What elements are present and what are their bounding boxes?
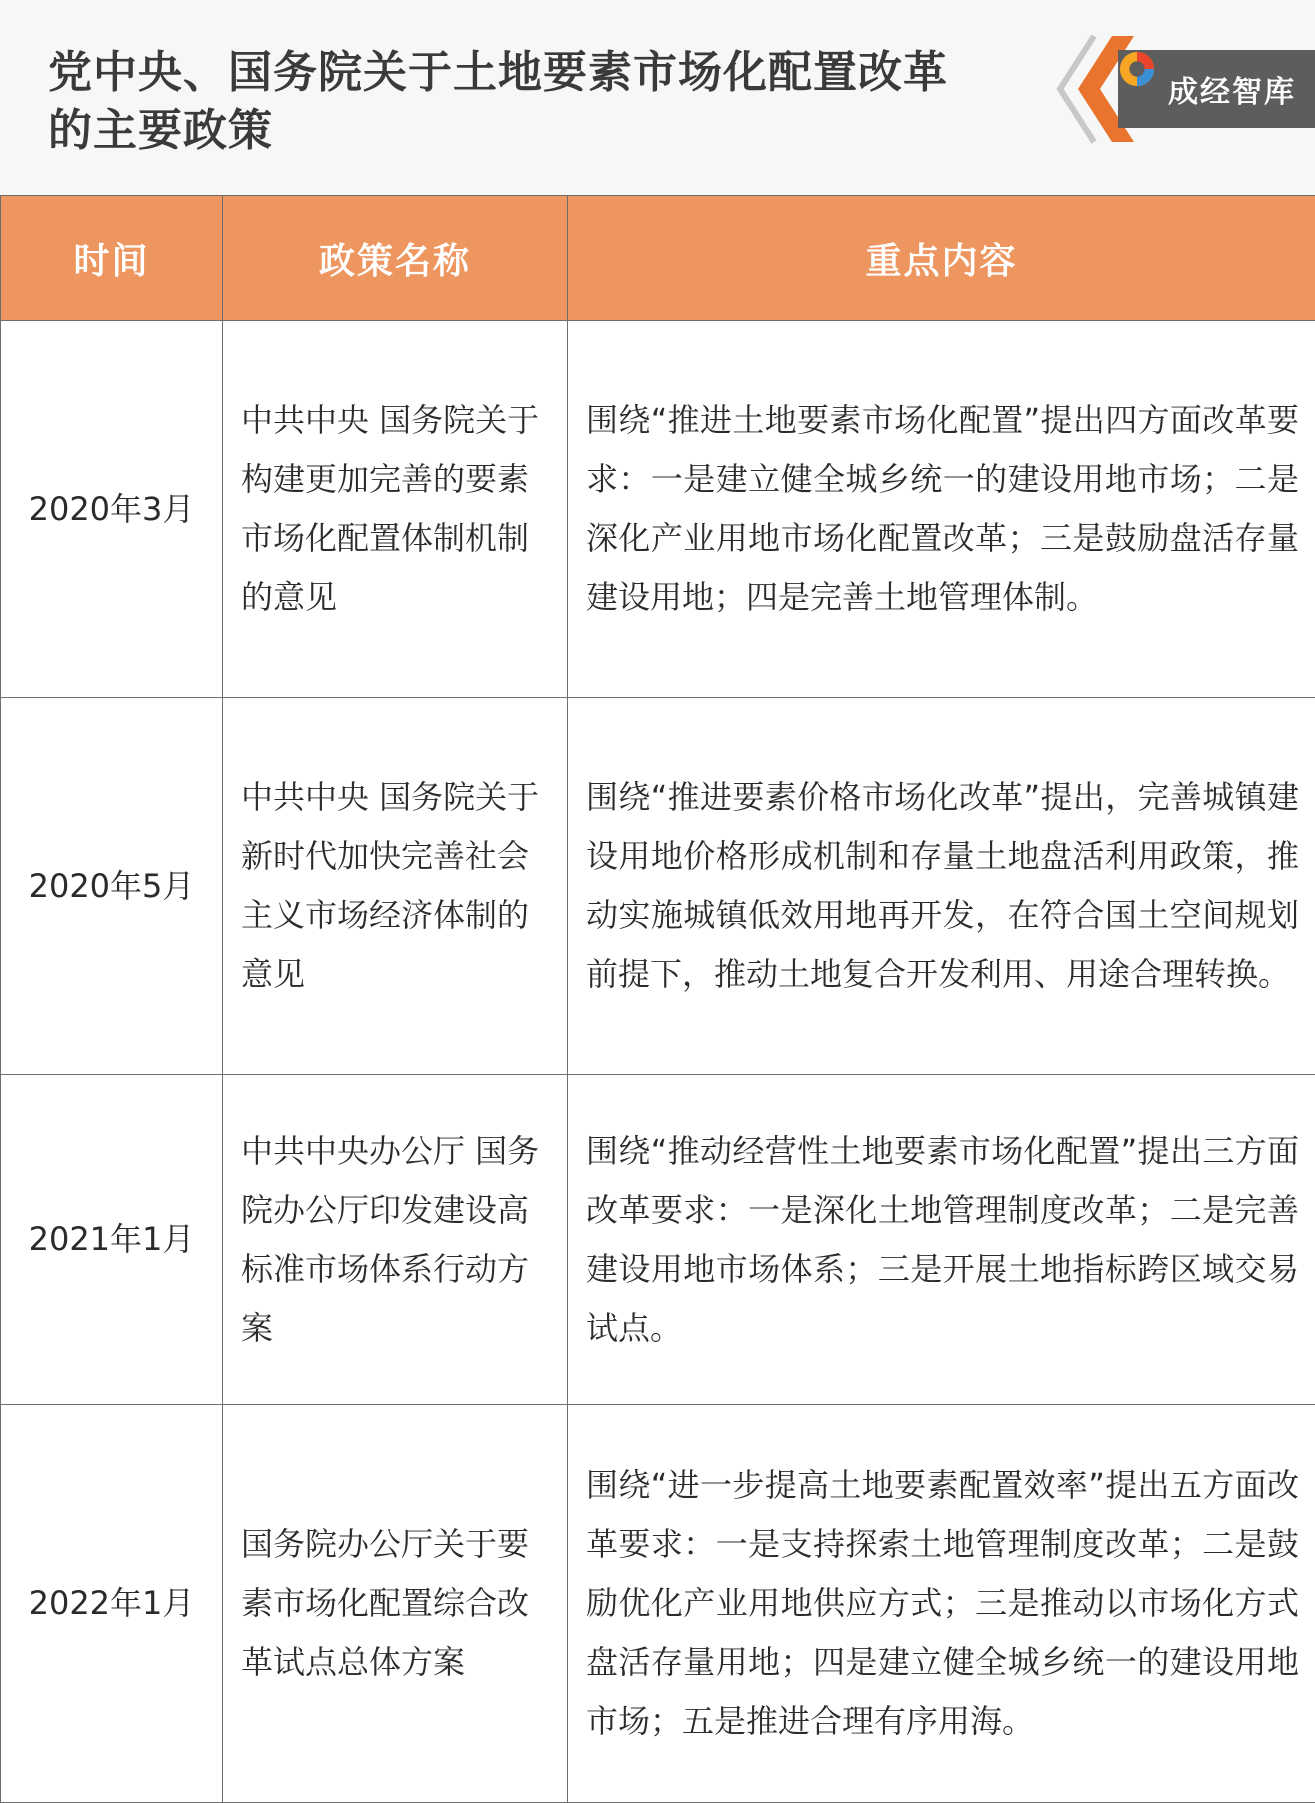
policy-name-cell: 中共中央 国务院关于新时代加快完善社会主义市场经济体制的意见 — [223, 698, 568, 1075]
policy-name-cell: 中共中央办公厅 国务院办公厅印发建设高标准市场体系行动方案 — [223, 1075, 568, 1405]
time-cell: 2022年1月 — [1, 1405, 223, 1803]
key-content-cell: 围绕“推动经营性土地要素市场化配置”提出三方面改革要求：一是深化土地管理制度改革；二是完善建设用地市场体系；三是开展土地指标跨区域交易试点。 — [568, 1075, 1315, 1405]
policy-name-cell: 国务院办公厅关于要素市场化配置综合改革试点总体方案 — [223, 1405, 568, 1803]
key-content-cell: 围绕“进一步提高土地要素配置效率”提出五方面改革要求：一是支持探索土地管理制度改革；二是鼓励优化产业用地供应方式；三是推动以市场化方式盘活存量用地；四是建立健全城乡统一的建设用地市场；五是推进合理有序用海。 — [568, 1405, 1315, 1803]
table-header-row — [1, 196, 1315, 321]
table-row — [1, 1075, 1315, 1405]
brand-badge — [1048, 34, 1306, 144]
table-row — [1, 321, 1315, 698]
title-line-2: 的主要政策 — [48, 105, 273, 156]
page-title — [48, 44, 1028, 160]
key-content-cell: 围绕“推进土地要素市场化配置”提出四方面改革要求：一是建立健全城乡统一的建设用地市场；二是深化产业用地市场化配置改革；三是鼓励盘活存量建设用地；四是完善土地管理体制。 — [568, 321, 1315, 698]
brand-name: 成经智库 — [1168, 75, 1296, 110]
brand-box — [1118, 50, 1315, 128]
time-cell: 2021年1月 — [1, 1075, 223, 1405]
column-header-time: 时间 — [1, 196, 223, 321]
policy-name-cell: 中共中央 国务院关于构建更加完善的要素市场化配置体制机制的意见 — [223, 321, 568, 698]
column-header-policy-name: 政策名称 — [223, 196, 568, 321]
brand-logo-icon — [1118, 50, 1156, 88]
policy-table — [0, 195, 1315, 1803]
page-header — [0, 0, 1315, 195]
title-line-1: 党中央、国务院关于土地要素市场化配置改革 — [48, 47, 948, 98]
key-content-cell: 围绕“推进要素价格市场化改革”提出，完善城镇建设用地价格形成机制和存量土地盘活利用政策，推动实施城镇低效用地再开发，在符合国土空间规划前提下，推动土地复合开发利用、用途合理转换。 — [568, 698, 1315, 1075]
table-row — [1, 698, 1315, 1075]
time-cell: 2020年5月 — [1, 698, 223, 1075]
table-row — [1, 1405, 1315, 1803]
column-header-key-content: 重点内容 — [568, 196, 1315, 321]
time-cell: 2020年3月 — [1, 321, 223, 698]
